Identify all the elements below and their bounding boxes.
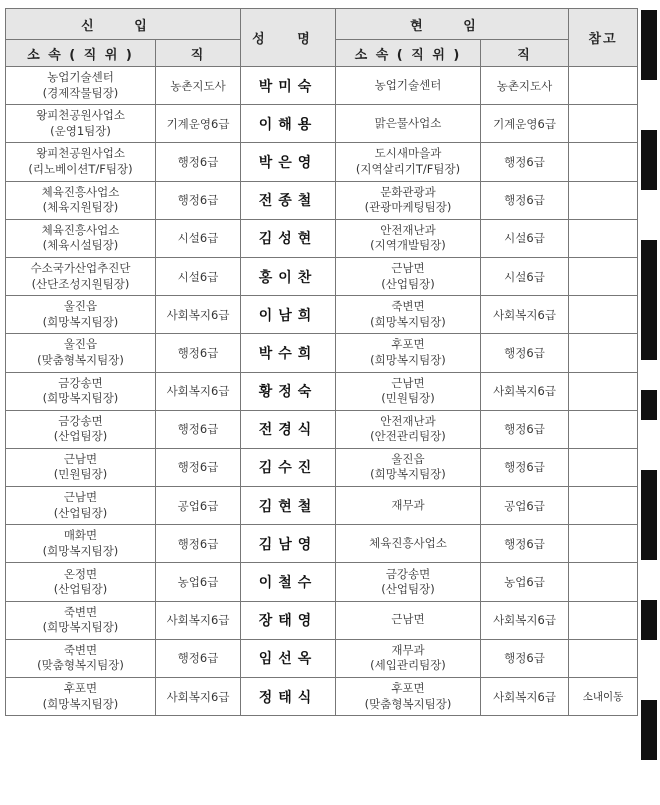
affiliation-line: (희망복지팀장) [42, 314, 119, 329]
current-grade-cell: 행정6급 [481, 639, 569, 677]
note-cell [569, 372, 638, 410]
person-name-cell: 이남희 [241, 296, 336, 334]
current-affiliation-cell [336, 67, 481, 105]
current-grade-cell: 사회복지6급 [481, 678, 569, 716]
affiliation-line: (희망복지팀장) [42, 391, 119, 406]
table-row [6, 257, 638, 295]
affiliation-line: (체육지원팀장) [42, 200, 119, 215]
edge-bar [641, 470, 657, 560]
current-grade-cell: 공업6급 [481, 487, 569, 525]
person-name-header: 성 명 [241, 9, 336, 67]
table-row [6, 563, 638, 601]
new-affiliation-header: 소 속 ( 직 위 ) [6, 40, 156, 67]
table-row [6, 448, 638, 486]
affiliation-line: 후포면 [63, 681, 98, 696]
affiliation-line: (산업팀장) [53, 505, 108, 520]
affiliation-line: 매화면 [63, 528, 98, 543]
affiliation-line: (맞춤형복지팀장) [364, 696, 452, 711]
affiliation-line: 죽변면 [391, 299, 425, 314]
affiliation-line: 죽변면 [63, 604, 98, 619]
new-grade-cell: 행정6급 [156, 410, 241, 448]
table-row [6, 639, 638, 677]
new-affiliation-cell [6, 678, 156, 716]
affiliation-line: 농업기술센터 [374, 77, 442, 92]
table-row [6, 181, 638, 219]
new-grade-cell: 농촌지도사 [156, 67, 241, 105]
person-name-cell: 이해용 [241, 105, 336, 143]
affiliation-line: 울진읍 [63, 337, 98, 352]
affiliation-line: (리노베이션T/F팀장) [28, 161, 133, 176]
affiliation-line: (맞춤형복지팀장) [37, 658, 124, 673]
current-affiliation-cell [336, 257, 481, 295]
person-name-cell: 임선옥 [241, 639, 336, 677]
current-grade-cell: 사회복지6급 [481, 296, 569, 334]
new-grade-cell: 기계운영6급 [156, 105, 241, 143]
current-affiliation-cell [336, 181, 481, 219]
affiliation-line: 금강송면 [58, 413, 103, 428]
current-affiliation-cell [336, 639, 481, 677]
current-affiliation-cell [336, 334, 481, 372]
note-cell [569, 219, 638, 257]
current-affiliation-cell [336, 372, 481, 410]
affiliation-line: 맑은물사업소 [374, 116, 442, 131]
affiliation-line: 울진읍 [391, 451, 425, 466]
current-grade-cell: 사회복지6급 [481, 601, 569, 639]
person-name-cell: 박은영 [241, 143, 336, 181]
new-affiliation-cell [6, 219, 156, 257]
current-grade-cell: 농업6급 [481, 563, 569, 601]
affiliation-line: 죽변면 [63, 642, 98, 657]
note-cell [569, 525, 638, 563]
affiliation-line: 금강송면 [385, 566, 431, 581]
current-affiliation-cell [336, 219, 481, 257]
affiliation-line: 농업기술센터 [47, 70, 114, 85]
affiliation-line: 온정면 [63, 566, 98, 581]
note-cell [569, 181, 638, 219]
note-cell [569, 105, 638, 143]
person-name-cell: 장태영 [241, 601, 336, 639]
person-name-cell: 정태식 [241, 678, 336, 716]
affiliation-line: 근남면 [63, 490, 98, 505]
note-cell [569, 334, 638, 372]
note-cell [569, 67, 638, 105]
affiliation-line: 수소국가산업추진단 [30, 261, 131, 276]
note-cell [569, 563, 638, 601]
table-body [6, 67, 638, 716]
edge-bar [641, 10, 657, 80]
affiliation-line: (운영1팀장) [50, 123, 111, 138]
new-grade-cell: 시설6급 [156, 219, 241, 257]
current-grade-cell: 행정6급 [481, 525, 569, 563]
new-affiliation-cell [6, 143, 156, 181]
affiliation-line: (산업팀장) [381, 276, 435, 291]
affiliation-line: (맞춤형복지팀장) [37, 352, 124, 367]
current-grade-cell: 기계운영6급 [481, 105, 569, 143]
person-name-cell: 홍이찬 [241, 257, 336, 295]
affiliation-line: (지역살리기T/F팀장) [355, 161, 461, 176]
current-grade-cell: 행정6급 [481, 143, 569, 181]
current-affiliation-cell [336, 448, 481, 486]
affiliation-line: 체육진흥사업소 [41, 184, 120, 199]
new-grade-cell: 행정6급 [156, 448, 241, 486]
new-grade-header: 직 [156, 40, 241, 67]
affiliation-line: 근남면 [63, 451, 98, 466]
person-name-cell: 박미숙 [241, 67, 336, 105]
current-affiliation-cell [336, 525, 481, 563]
current-affiliation-cell [336, 678, 481, 716]
affiliation-line: 체육진흥사업소 [369, 536, 447, 551]
table-row [6, 219, 638, 257]
new-grade-cell: 행정6급 [156, 525, 241, 563]
person-name-cell: 전종철 [241, 181, 336, 219]
new-affiliation-cell [6, 105, 156, 143]
note-cell [569, 639, 638, 677]
new-affiliation-cell [6, 372, 156, 410]
person-name-cell: 김남영 [241, 525, 336, 563]
current-affiliation-cell [336, 105, 481, 143]
table-row [6, 105, 638, 143]
current-grade-cell: 행정6급 [481, 181, 569, 219]
affiliation-line: (희망복지팀장) [42, 620, 119, 635]
new-affiliation-cell [6, 67, 156, 105]
note-cell [569, 448, 638, 486]
edge-bar [641, 130, 657, 190]
current-grade-cell: 농촌지도사 [481, 67, 569, 105]
note-cell [569, 487, 638, 525]
affiliation-line: 근남면 [391, 612, 425, 627]
current-affiliation-cell [336, 296, 481, 334]
table-row [6, 601, 638, 639]
person-name-cell: 황정숙 [241, 372, 336, 410]
affiliation-line: 울진읍 [63, 299, 98, 314]
affiliation-line: (희망복지팀장) [42, 696, 119, 711]
note-cell [569, 410, 638, 448]
new-grade-cell: 사회복지6급 [156, 296, 241, 334]
new-grade-cell: 농업6급 [156, 563, 241, 601]
affiliation-line: (산업팀장) [53, 582, 108, 597]
affiliation-line: 체육진흥사업소 [41, 222, 120, 237]
new-grade-cell: 행정6급 [156, 334, 241, 372]
current-affiliation-cell [336, 410, 481, 448]
person-name-cell: 이철수 [241, 563, 336, 601]
person-name-cell: 김수진 [241, 448, 336, 486]
affiliation-line: 근남면 [391, 261, 425, 276]
new-affiliation-cell [6, 410, 156, 448]
person-name-cell: 김현철 [241, 487, 336, 525]
current-grade-cell: 행정6급 [481, 334, 569, 372]
affiliation-line: (희망복지팀장) [370, 352, 446, 367]
table-row [6, 143, 638, 181]
note-cell [569, 257, 638, 295]
affiliation-line: (산단조성지원팀장) [31, 276, 130, 291]
table-row [6, 678, 638, 716]
affiliation-line: (산업팀장) [381, 582, 435, 597]
note-cell [569, 143, 638, 181]
person-name-cell: 박수희 [241, 334, 336, 372]
current-affiliation-cell [336, 487, 481, 525]
new-grade-cell: 사회복지6급 [156, 601, 241, 639]
affiliation-line: 안전재난과 [380, 222, 436, 237]
new-affiliation-cell [6, 334, 156, 372]
new-affiliation-cell [6, 563, 156, 601]
affiliation-line: 재무과 [391, 497, 425, 512]
new-post-header: 신 입 [6, 9, 241, 40]
affiliation-line: (안전관리팀장) [370, 429, 446, 444]
edge-bar [641, 390, 657, 420]
current-grade-cell: 사회복지6급 [481, 372, 569, 410]
current-affiliation-header: 소 속 ( 직 위 ) [336, 40, 481, 67]
new-affiliation-cell [6, 601, 156, 639]
new-affiliation-cell [6, 525, 156, 563]
affiliation-line: 문화관광과 [380, 184, 436, 199]
current-affiliation-cell [336, 601, 481, 639]
person-name-cell: 김성현 [241, 219, 336, 257]
affiliation-line: 후포면 [391, 337, 425, 352]
table-row [6, 410, 638, 448]
current-affiliation-cell [336, 563, 481, 601]
table-header [6, 9, 638, 67]
affiliation-line: (경제작물팀장) [42, 85, 119, 100]
table-row [6, 334, 638, 372]
note-cell [569, 296, 638, 334]
affiliation-line: (희망복지팀장) [42, 543, 119, 558]
affiliation-line: 안전재난과 [380, 413, 436, 428]
affiliation-line: 재무과 [391, 642, 425, 657]
new-affiliation-cell [6, 448, 156, 486]
new-grade-cell: 행정6급 [156, 143, 241, 181]
affiliation-line: (민원팀장) [381, 391, 435, 406]
affiliation-line: 금강송면 [58, 375, 103, 390]
affiliation-line: 도시새마을과 [374, 146, 442, 161]
personnel-table [5, 8, 638, 716]
new-grade-cell: 행정6급 [156, 639, 241, 677]
new-grade-cell: 행정6급 [156, 181, 241, 219]
affiliation-line: (체육시설팀장) [42, 238, 119, 253]
note-cell: 소내이동 [569, 678, 638, 716]
affiliation-line: (희망복지팀장) [370, 314, 446, 329]
edge-bar [641, 600, 657, 640]
affiliation-line: (산업팀장) [53, 429, 108, 444]
affiliation-line: (지역개발팀장) [370, 238, 446, 253]
current-grade-cell: 행정6급 [481, 410, 569, 448]
affiliation-line: (민원팀장) [53, 467, 108, 482]
table-row [6, 296, 638, 334]
affiliation-line: (희망복지팀장) [370, 467, 446, 482]
new-grade-cell: 공업6급 [156, 487, 241, 525]
current-post-header: 현 임 [336, 9, 569, 40]
affiliation-line: (관광마케팅팀장) [364, 200, 452, 215]
current-grade-header: 직 [481, 40, 569, 67]
table-row [6, 372, 638, 410]
note-cell [569, 601, 638, 639]
edge-bar [641, 240, 657, 360]
table-row [6, 525, 638, 563]
new-affiliation-cell [6, 296, 156, 334]
affiliation-line: 왕피천공원사업소 [36, 108, 125, 123]
new-affiliation-cell [6, 487, 156, 525]
current-grade-cell: 시설6급 [481, 219, 569, 257]
new-grade-cell: 사회복지6급 [156, 372, 241, 410]
current-grade-cell: 행정6급 [481, 448, 569, 486]
new-grade-cell: 사회복지6급 [156, 678, 241, 716]
table-row [6, 487, 638, 525]
affiliation-line: 왕피천공원사업소 [36, 146, 125, 161]
new-grade-cell: 시설6급 [156, 257, 241, 295]
current-affiliation-cell [336, 143, 481, 181]
current-grade-cell: 시설6급 [481, 257, 569, 295]
edge-bar [641, 700, 657, 760]
new-affiliation-cell [6, 181, 156, 219]
affiliation-line: (세입관리팀장) [370, 658, 446, 673]
new-affiliation-cell [6, 639, 156, 677]
person-name-cell: 전경식 [241, 410, 336, 448]
affiliation-line: 근남면 [391, 375, 425, 390]
note-header: 참고 [569, 9, 638, 67]
affiliation-line: 후포면 [391, 681, 425, 696]
new-affiliation-cell [6, 257, 156, 295]
table-row [6, 67, 638, 105]
